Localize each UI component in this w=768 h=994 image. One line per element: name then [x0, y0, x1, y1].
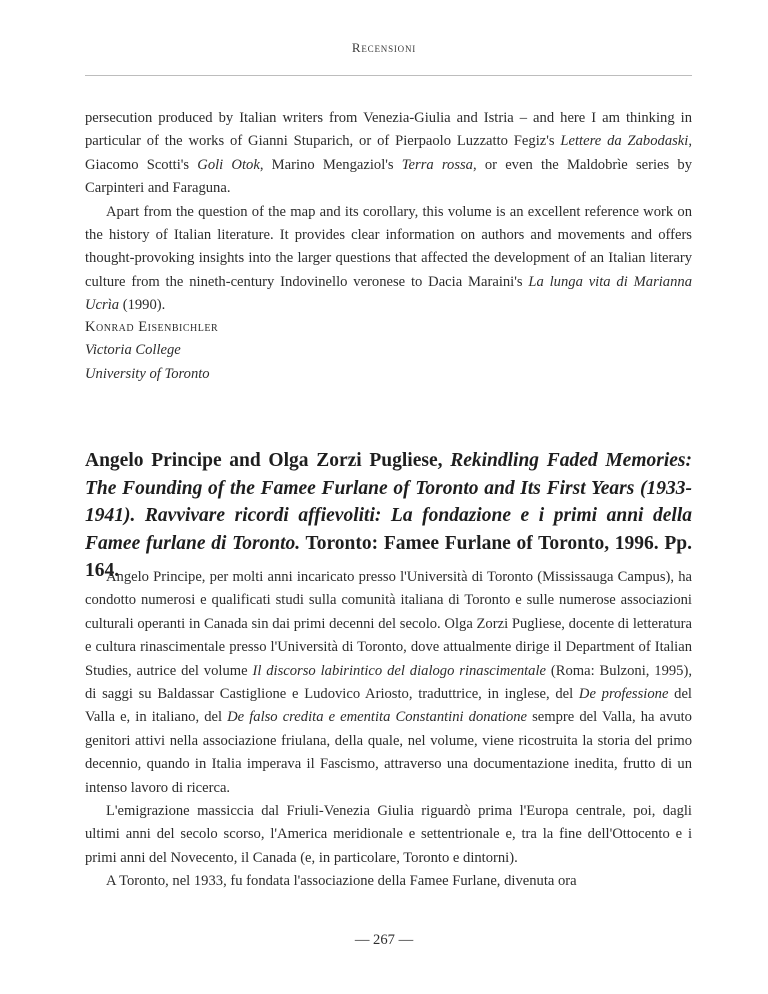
reviewer-name: Konrad Eisenbichler — [85, 319, 219, 335]
reviewer-institution: University of Toronto — [85, 365, 210, 382]
book-title: Lettere da Zabodaski — [560, 133, 689, 150]
review-continuation-text — [85, 107, 692, 318]
book-title: La lunga vita di Marianna Ucrìa — [85, 273, 692, 314]
book-title: Il discorso labirintico del dialogo rinascimentale — [252, 662, 547, 679]
paragraph: L'emigrazione massiccia dal Friuli-Venezia Giulia riguardò prima l'Europa centrale, poi, dagli ultimi anni del secolo scorso, l'America meridionale e settentrionale e, tra la fine dell'Ottocento e i primi anni del Novecento, il Canada (e, in particolare, Toronto e dintorni). — [85, 803, 692, 866]
book-title: De professione — [578, 686, 669, 703]
header-rule — [85, 75, 692, 76]
paragraph: persecution produced by Italian writers from Venezia-Giulia and Istria – and here I am thinking in particular of the works of Gianni Stuparich, or of Pierpaolo Luzzatto Fegiz's Lettere da Zabodaski, Giacomo Scotti's Goli Otok, Marino Mengaziol's Terra rossa, or even the Maldobrìe series by Carpinteri and Faraguna. — [85, 110, 693, 197]
paragraph: A Toronto, nel 1933, fu fondata l'associazione della Famee Furlane, divenuta ora — [106, 873, 577, 890]
reviewer-affiliation: Victoria College — [85, 342, 181, 359]
book-title: De falso credita e ementita Constantini donatione — [227, 709, 528, 726]
reviewed-book-title: Rekindling Faded Memories: The Founding of the Famee Furlane of Toronto and Its First Years (1933-1941). Ravvivare ricordi affievoliti: La fondazione e i primi anni della Famee furlane di Toronto. — [85, 450, 692, 554]
reviewer-signature — [85, 316, 218, 386]
paragraph: Angelo Principe, per molti anni incaricato presso l'Università di Toronto (Mississauga Campus), ha condotto numerosi e qualificati studi sulla comunità italiana di Toronto e sulle numerose associazioni culturali operanti in Canada sin dai primi decenni del secolo. Olga Zorzi Pugliese, docente di letteratura e cultura rinascimentale presso l'Università di Toronto, dove attualmente dirige il Department of Italian Studies, autrice del volume Il discorso labirintico del dialogo rinascimentale (Roma: Bulzoni, 1995), di saggi su Baldassar Castiglione e Ludovico Ariosto, traduttrice, in inglese, del De professione del Valla e, in italiano, del De falso credita e ementita Constantini donatione sempre del Valla, ha avuto genitori attivi nella associazione friulana, della quale, nel volume, viene ricostruita la storia del primo decennio, quando in Italia imperava il Fascismo, attraverso una documentazione inedita, frutto di un intenso lavoro di ricerca. — [85, 569, 692, 796]
book-title: Terra rossa — [401, 156, 473, 173]
review-heading: Angelo Principe and Olga Zorzi Pugliese, Rekindling Faded Memories: The Founding of the Famee Furlane of Toronto and Its First Years (1933-1941). Ravvivare ricordi affievoliti: La fondazione e i primi anni della Famee furlane di Toronto. Toronto: Famee Furlane of Toronto, 1996. Pp. 164. — [85, 450, 692, 582]
book-title: Goli Otok — [197, 156, 260, 173]
review-body-text — [85, 566, 692, 894]
page-number: — 267 — — [354, 932, 414, 948]
running-head: Recensioni — [351, 40, 417, 55]
paragraph: Apart from the question of the map and its corollary, this volume is an excellent reference work on the history of Italian literature. It provides clear information on authors and movements and offers thought-provoking insights into the larger questions that affected the development of an Italian literary culture from the nineth-century Indovinello veronese to Dacia Maraini's La lunga vita di Marianna Ucrìa (1990). — [85, 203, 692, 314]
